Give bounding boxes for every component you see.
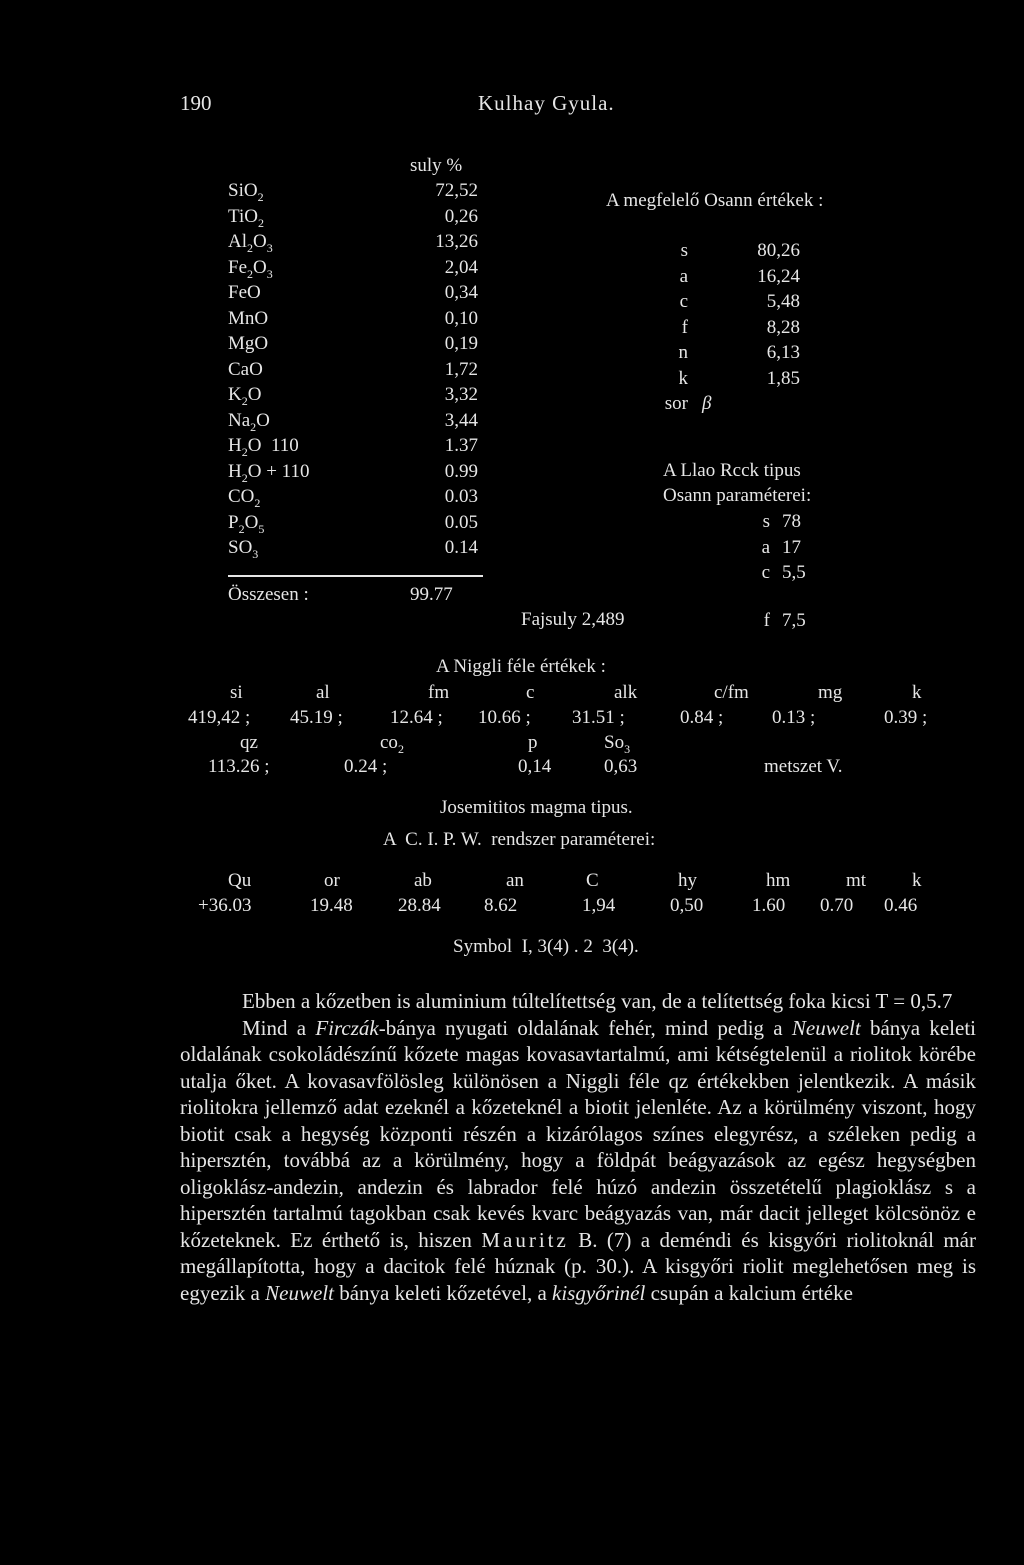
p2-seg-d: B. (7) a deméndi és kisgyőri riolitoknál már megállapította, hogy a dacitok felé húznak (p. 30.). A kisgyőri riolit meglehetősen meg is egyezik a — [180, 1227, 976, 1305]
oxide-name: $H_2O + 110$ — [228, 460, 310, 485]
cipw-value: 1,94 — [582, 895, 616, 916]
oxide-value: 0,26 — [444, 205, 478, 227]
oxide-value: 0.99 — [444, 460, 478, 482]
niggli-value: 0.84 ; — [680, 707, 724, 728]
magma-type: Josemititos magma tipus. — [440, 797, 633, 818]
niggli-header: si — [230, 682, 243, 703]
cipw-header: hm — [766, 870, 791, 891]
niggli-header: k — [912, 682, 922, 703]
llao-rock-subtitle: Osann paraméterei: — [663, 485, 812, 506]
niggli-section: metszet V. — [764, 756, 843, 777]
niggli-value-2: 0,63 — [604, 756, 638, 777]
llao-value: 7,5 — [782, 609, 806, 631]
oxide-value: 72,52 — [435, 180, 478, 201]
oxide-value: 13,26 — [435, 231, 478, 252]
niggli-header: c/fm — [714, 682, 749, 703]
cipw-symbol: Symbol I, 3(4) . 2 3(4). — [453, 936, 639, 957]
llao-value: 5,5 — [782, 562, 806, 583]
oxide-name: $Na_2O$ — [228, 409, 270, 434]
page-number: 190 — [180, 91, 212, 115]
osann-key: s — [680, 240, 688, 261]
osann-value: β — [702, 393, 712, 414]
osann-key: k — [678, 367, 688, 389]
osann-value: 6,13 — [766, 342, 800, 363]
cipw-header: C — [586, 870, 599, 891]
oxide-value: 0.14 — [444, 537, 478, 558]
oxide-value: 0.03 — [444, 486, 478, 507]
osann-key: sor — [664, 393, 688, 414]
oxide-name: CaO — [228, 358, 263, 380]
running-head-author: Kulhay Gyula. — [478, 91, 615, 115]
niggli-value: 12.64 ; — [390, 707, 443, 728]
p2-mauritz: Mauritz — [481, 1227, 569, 1252]
niggli-value: 45.19 ; — [290, 707, 343, 728]
p2-seg-b: -bánya nyugati oldalának fehér, mind pedig a — [378, 1015, 792, 1040]
p2-seg-c: bánya keleti oldalának csokoládészínű kőzete magas kovasavtartalmú, ami kétségtelenül a riolitok körébe utalja őket. A kovasavfölösleg különösen a Niggli féle qz értékekben jelentkezik. A másik riolitokra jellemző adat ezeknél a kőzeteknél a biotit jelenléte. Az a körülmény viszont, hogy biotit csak a hegység központi részén a kizárólagos színes elegyrész, a széleken pedig a hipersztén, továbbá az a körülmény, hogy a földpát beágyazások az egész hegységben oligoklász-andezin, andezin és labrador felé húzó andezin összetételű plagioklász s a hipersztén tartalmú tagokban csak kevés kvarc beágyazás van, már dacit jelleget kölcsönöz e kőzeteknek. Ez érthető is, hiszen — [180, 1015, 976, 1252]
niggli-value: 419,42 ; — [188, 707, 251, 728]
cipw-value: 0.46 — [884, 895, 918, 916]
p2-seg-e: bánya keleti kőzetével, a — [333, 1280, 553, 1305]
llao-value: 17 — [782, 536, 801, 558]
oxide-value: 3,32 — [444, 384, 478, 405]
oxide-value: 1.37 — [444, 435, 478, 456]
osann-key: f — [681, 316, 688, 338]
oxide-name: $Fe_2O_3$ — [228, 256, 273, 281]
niggli-header: mg — [818, 682, 843, 703]
p2-neuwelt: Neuwelt — [791, 1015, 861, 1040]
oxide-name: MnO — [228, 307, 269, 329]
oxide-name: $H_2O$ 110 — [228, 435, 299, 459]
paragraph-1-text: Ebben a kőzetben is aluminium túltelítettség van, de a telítettség foka kicsi T = 0,5.7 — [242, 989, 953, 1013]
osann-value: 1,85 — [766, 367, 800, 389]
niggli-header-2: $co_2$ — [380, 732, 404, 756]
niggli-value: 0.39 ; — [884, 707, 928, 728]
niggli-value: 31.51 ; — [572, 707, 625, 728]
total-label: Összesen : — [228, 584, 309, 605]
oxide-name: MgO — [228, 333, 269, 354]
osann-value: 5,48 — [766, 291, 800, 312]
oxide-name: $P_2O_5$ — [228, 511, 265, 536]
niggli-header: fm — [428, 682, 450, 703]
cipw-header: k — [912, 870, 922, 891]
cipw-value: 0,50 — [670, 895, 704, 916]
oxide-name: $K_2O$ — [228, 384, 262, 408]
cipw-value: 19.48 — [310, 895, 353, 916]
oxide-value: 0,34 — [444, 282, 478, 303]
cipw-header: mt — [846, 870, 867, 891]
osann-key: n — [678, 342, 688, 363]
oxide-value: 1,72 — [444, 358, 478, 380]
oxide-value: 0,10 — [444, 307, 478, 329]
cipw-title: A C. I. P. W. rendszer paraméterei: — [383, 829, 656, 850]
paragraph-1 — [180, 988, 976, 1015]
niggli-header-2: $So_3$ — [604, 732, 631, 756]
oxide-name: $Al_2O_3$ — [228, 231, 273, 255]
niggli-header: al — [316, 682, 330, 703]
osann-value: 80,26 — [757, 240, 800, 261]
p2-neuwelt-2: Neuwelt — [265, 1280, 334, 1305]
p2-seg-f: csupán a kalcium értéke — [645, 1280, 853, 1305]
cipw-value: 28.84 — [398, 895, 441, 916]
llao-rock-title: A Llao Rcck tipus — [663, 460, 801, 481]
niggli-header: alk — [614, 682, 638, 703]
niggli-header: c — [526, 682, 535, 703]
body-text — [180, 988, 976, 1306]
paragraph-2 — [180, 1015, 976, 1307]
oxide-value: 0,19 — [444, 333, 478, 354]
oxide-name: $CO_2$ — [228, 486, 261, 510]
llao-value: 78 — [782, 511, 801, 532]
p2-kisgyorinel: kisgyőrinél — [552, 1280, 646, 1305]
niggli-header-2: qz — [240, 732, 258, 753]
oxide-name: FeO — [228, 282, 261, 303]
cipw-header: an — [506, 870, 524, 891]
oxide-value: 2,04 — [444, 256, 478, 278]
oxide-column-header: suly % — [410, 155, 463, 176]
cipw-header: or — [324, 870, 340, 891]
total-value: 99.77 — [410, 584, 453, 605]
niggli-title: A Niggli féle értékek : — [436, 656, 606, 677]
llao-key: f — [763, 609, 770, 631]
p2-seg-a: Mind a — [242, 1015, 316, 1040]
p2-firczak: Firczák — [315, 1015, 379, 1040]
oxide-value: 0.05 — [444, 511, 478, 533]
niggli-value: 0.13 ; — [772, 707, 816, 728]
oxide-name: $SO_3$ — [228, 537, 259, 561]
osann-key: c — [679, 291, 688, 312]
cipw-value: +36.03 — [198, 895, 252, 916]
llao-key: s — [762, 511, 770, 532]
osann-value: 16,24 — [757, 265, 800, 287]
osann-value: 8,28 — [766, 316, 800, 338]
cipw-value: 0.70 — [820, 895, 854, 916]
niggli-value-2: 113.26 ; — [208, 756, 270, 777]
cipw-header: ab — [414, 870, 432, 891]
oxide-name: SiO$_2$ — [228, 180, 264, 204]
niggli-value-2: 0,14 — [518, 756, 552, 777]
oxide-value: 3,44 — [444, 409, 478, 431]
llao-key: a — [761, 536, 770, 558]
cipw-value: 8.62 — [484, 895, 518, 916]
cipw-header: hy — [678, 870, 697, 891]
llao-key: c — [761, 562, 770, 583]
density: Fajsuly 2,489 — [521, 609, 625, 630]
niggli-value: 10.66 ; — [478, 707, 531, 728]
cipw-header: Qu — [228, 870, 252, 891]
oxide-name: TiO$_2$ — [228, 205, 264, 230]
niggli-header-2: p — [528, 732, 538, 753]
niggli-value-2: 0.24 ; — [344, 756, 388, 777]
osann-key: a — [679, 265, 688, 287]
total-rule — [228, 575, 483, 577]
cipw-value: 1.60 — [752, 895, 786, 916]
osann-title: A megfelelő Osann értékek : — [606, 190, 824, 211]
